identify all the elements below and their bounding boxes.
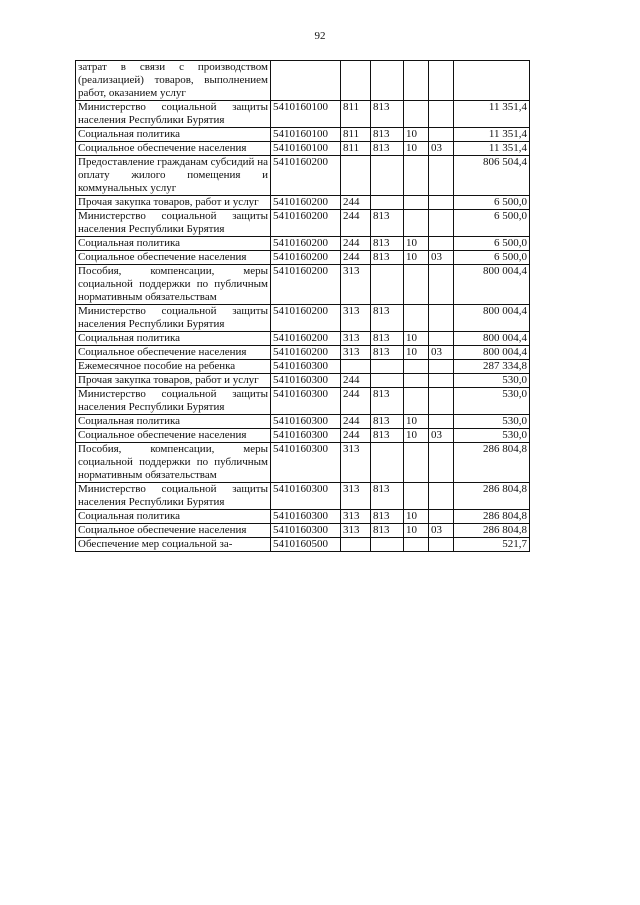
- code-cell: 5410160200: [271, 210, 341, 237]
- subsection-cell: 03: [429, 429, 454, 443]
- expense-type-cell: 244: [341, 374, 371, 388]
- section-cell: [404, 538, 429, 552]
- subsection-cell: [429, 305, 454, 332]
- table-row: [76, 510, 530, 524]
- admin-code-cell: [371, 374, 404, 388]
- name-cell: Социальная политика: [76, 237, 271, 251]
- name-cell: Министерство социальной защиты населения Республики Бурятия: [76, 210, 271, 237]
- admin-code-cell: [371, 538, 404, 552]
- expense-type-cell: 244: [341, 196, 371, 210]
- code-cell: 5410160200: [271, 251, 341, 265]
- section-cell: 10: [404, 251, 429, 265]
- expense-type-cell: 313: [341, 332, 371, 346]
- section-cell: [404, 305, 429, 332]
- amount-cell: 6 500,0: [454, 251, 530, 265]
- amount-cell: 800 004,4: [454, 332, 530, 346]
- budget-table: [75, 60, 530, 552]
- section-cell: 10: [404, 142, 429, 156]
- admin-code-cell: 813: [371, 101, 404, 128]
- section-cell: [404, 483, 429, 510]
- name-cell: Обеспечение мер социальной за-: [76, 538, 271, 552]
- admin-code-cell: [371, 265, 404, 305]
- table-row: [76, 196, 530, 210]
- name-cell: Социальная политика: [76, 415, 271, 429]
- code-cell: 5410160200: [271, 346, 341, 360]
- amount-cell: 11 351,4: [454, 128, 530, 142]
- table-row: [76, 142, 530, 156]
- subsection-cell: [429, 510, 454, 524]
- table-row: [76, 128, 530, 142]
- code-cell: 5410160200: [271, 265, 341, 305]
- admin-code-cell: 813: [371, 524, 404, 538]
- subsection-cell: [429, 265, 454, 305]
- name-cell: Социальное обеспечение населения: [76, 524, 271, 538]
- subsection-cell: [429, 156, 454, 196]
- section-cell: [404, 443, 429, 483]
- admin-code-cell: 813: [371, 483, 404, 510]
- page-number: 92: [314, 30, 326, 42]
- section-cell: 10: [404, 524, 429, 538]
- table-row: [76, 429, 530, 443]
- subsection-cell: [429, 360, 454, 374]
- table-row: [76, 61, 530, 101]
- amount-cell: 11 351,4: [454, 101, 530, 128]
- amount-cell: 6 500,0: [454, 196, 530, 210]
- subsection-cell: [429, 415, 454, 429]
- admin-code-cell: 813: [371, 429, 404, 443]
- admin-code-cell: 813: [371, 388, 404, 415]
- section-cell: 10: [404, 332, 429, 346]
- code-cell: 5410160300: [271, 483, 341, 510]
- name-cell: Министерство социальной защиты населения Республики Бурятия: [76, 388, 271, 415]
- name-cell: Социальное обеспечение населения: [76, 346, 271, 360]
- code-cell: 5410160100: [271, 101, 341, 128]
- admin-code-cell: 813: [371, 415, 404, 429]
- table-row: [76, 388, 530, 415]
- expense-type-cell: 313: [341, 524, 371, 538]
- section-cell: 10: [404, 346, 429, 360]
- subsection-cell: [429, 374, 454, 388]
- table-row: [76, 265, 530, 305]
- code-cell: 5410160200: [271, 305, 341, 332]
- subsection-cell: [429, 443, 454, 483]
- table-row: [76, 524, 530, 538]
- name-cell: Министерство социальной защиты населения Республики Бурятия: [76, 101, 271, 128]
- section-cell: [404, 156, 429, 196]
- subsection-cell: [429, 101, 454, 128]
- table-body: [76, 61, 530, 552]
- table-row: [76, 332, 530, 346]
- subsection-cell: 03: [429, 346, 454, 360]
- section-cell: [404, 265, 429, 305]
- subsection-cell: [429, 538, 454, 552]
- section-cell: 10: [404, 237, 429, 251]
- admin-code-cell: 813: [371, 346, 404, 360]
- expense-type-cell: 244: [341, 210, 371, 237]
- amount-cell: 530,0: [454, 429, 530, 443]
- table-row: [76, 346, 530, 360]
- code-cell: 5410160300: [271, 510, 341, 524]
- expense-type-cell: [341, 156, 371, 196]
- expense-type-cell: 811: [341, 128, 371, 142]
- section-cell: 10: [404, 429, 429, 443]
- admin-code-cell: 813: [371, 332, 404, 346]
- amount-cell: 287 334,8: [454, 360, 530, 374]
- expense-type-cell: 313: [341, 510, 371, 524]
- table-row: [76, 538, 530, 552]
- code-cell: 5410160200: [271, 156, 341, 196]
- amount-cell: 530,0: [454, 374, 530, 388]
- admin-code-cell: 813: [371, 237, 404, 251]
- name-cell: Социальное обеспечение населения: [76, 429, 271, 443]
- admin-code-cell: 813: [371, 305, 404, 332]
- code-cell: 5410160300: [271, 360, 341, 374]
- table-row: [76, 443, 530, 483]
- subsection-cell: 03: [429, 142, 454, 156]
- amount-cell: 800 004,4: [454, 305, 530, 332]
- name-cell: Социальное обеспечение населения: [76, 251, 271, 265]
- name-cell: Социальная политика: [76, 128, 271, 142]
- expense-type-cell: 313: [341, 265, 371, 305]
- section-cell: [404, 374, 429, 388]
- section-cell: 10: [404, 415, 429, 429]
- code-cell: 5410160100: [271, 128, 341, 142]
- subsection-cell: [429, 483, 454, 510]
- subsection-cell: 03: [429, 251, 454, 265]
- code-cell: 5410160300: [271, 524, 341, 538]
- code-cell: 5410160300: [271, 429, 341, 443]
- subsection-cell: [429, 388, 454, 415]
- subsection-cell: [429, 61, 454, 101]
- table-row: [76, 210, 530, 237]
- admin-code-cell: 813: [371, 210, 404, 237]
- expense-type-cell: 811: [341, 101, 371, 128]
- expense-type-cell: 244: [341, 251, 371, 265]
- section-cell: [404, 101, 429, 128]
- section-cell: [404, 61, 429, 101]
- table-row: [76, 305, 530, 332]
- expense-type-cell: 313: [341, 305, 371, 332]
- admin-code-cell: [371, 156, 404, 196]
- name-cell: Министерство социальной защиты населения Республики Бурятия: [76, 483, 271, 510]
- subsection-cell: 03: [429, 524, 454, 538]
- name-cell: Социальная политика: [76, 332, 271, 346]
- name-cell: Ежемесячное пособие на ребенка: [76, 360, 271, 374]
- code-cell: 5410160200: [271, 196, 341, 210]
- expense-type-cell: 244: [341, 237, 371, 251]
- table-row: [76, 237, 530, 251]
- name-cell: Социальная политика: [76, 510, 271, 524]
- amount-cell: 6 500,0: [454, 210, 530, 237]
- admin-code-cell: 813: [371, 510, 404, 524]
- name-cell: Пособия, компенсации, меры социальной поддержки по публичным нормативным обязательствам: [76, 265, 271, 305]
- table-row: [76, 374, 530, 388]
- admin-code-cell: 813: [371, 251, 404, 265]
- admin-code-cell: [371, 196, 404, 210]
- admin-code-cell: [371, 61, 404, 101]
- code-cell: 5410160500: [271, 538, 341, 552]
- amount-cell: 806 504,4: [454, 156, 530, 196]
- table-row: [76, 156, 530, 196]
- section-cell: [404, 388, 429, 415]
- name-cell: Прочая закупка товаров, работ и услуг: [76, 374, 271, 388]
- subsection-cell: [429, 196, 454, 210]
- expense-type-cell: 313: [341, 443, 371, 483]
- subsection-cell: [429, 210, 454, 237]
- amount-cell: 286 804,8: [454, 443, 530, 483]
- amount-cell: 286 804,8: [454, 524, 530, 538]
- subsection-cell: [429, 332, 454, 346]
- amount-cell: 800 004,4: [454, 265, 530, 305]
- table-row: [76, 415, 530, 429]
- amount-cell: 286 804,8: [454, 510, 530, 524]
- amount-cell: 521,7: [454, 538, 530, 552]
- admin-code-cell: 813: [371, 128, 404, 142]
- amount-cell: 11 351,4: [454, 142, 530, 156]
- admin-code-cell: [371, 360, 404, 374]
- expense-type-cell: 811: [341, 142, 371, 156]
- admin-code-cell: [371, 443, 404, 483]
- expense-type-cell: 313: [341, 483, 371, 510]
- section-cell: [404, 210, 429, 237]
- admin-code-cell: 813: [371, 142, 404, 156]
- section-cell: [404, 360, 429, 374]
- subsection-cell: [429, 128, 454, 142]
- code-cell: 5410160100: [271, 142, 341, 156]
- amount-cell: 286 804,8: [454, 483, 530, 510]
- expense-type-cell: [341, 61, 371, 101]
- expense-type-cell: [341, 538, 371, 552]
- code-cell: 5410160200: [271, 237, 341, 251]
- code-cell: 5410160300: [271, 388, 341, 415]
- expense-type-cell: 244: [341, 429, 371, 443]
- name-cell: Прочая закупка товаров, работ и услуг: [76, 196, 271, 210]
- expense-type-cell: 244: [341, 388, 371, 415]
- code-cell: 5410160300: [271, 443, 341, 483]
- code-cell: 5410160300: [271, 415, 341, 429]
- code-cell: 5410160200: [271, 332, 341, 346]
- name-cell: Социальное обеспечение населения: [76, 142, 271, 156]
- subsection-cell: [429, 237, 454, 251]
- amount-cell: 530,0: [454, 415, 530, 429]
- expense-type-cell: 313: [341, 346, 371, 360]
- amount-cell: [454, 61, 530, 101]
- code-cell: [271, 61, 341, 101]
- table-row: [76, 483, 530, 510]
- table-row: [76, 360, 530, 374]
- table-row: [76, 101, 530, 128]
- table-row: [76, 251, 530, 265]
- section-cell: [404, 196, 429, 210]
- name-cell: Министерство социальной защиты населения Республики Бурятия: [76, 305, 271, 332]
- amount-cell: 530,0: [454, 388, 530, 415]
- expense-type-cell: 244: [341, 415, 371, 429]
- code-cell: 5410160300: [271, 374, 341, 388]
- amount-cell: 800 004,4: [454, 346, 530, 360]
- expense-type-cell: [341, 360, 371, 374]
- section-cell: 10: [404, 128, 429, 142]
- amount-cell: 6 500,0: [454, 237, 530, 251]
- name-cell: затрат в связи с производством (реализацией) товаров, выполнением работ, оказанием услуг: [76, 61, 271, 101]
- name-cell: Пособия, компенсации, меры социальной поддержки по публичным нормативным обязательствам: [76, 443, 271, 483]
- name-cell: Предоставление гражданам субсидий на оплату жилого помещения и коммунальных услуг: [76, 156, 271, 196]
- section-cell: 10: [404, 510, 429, 524]
